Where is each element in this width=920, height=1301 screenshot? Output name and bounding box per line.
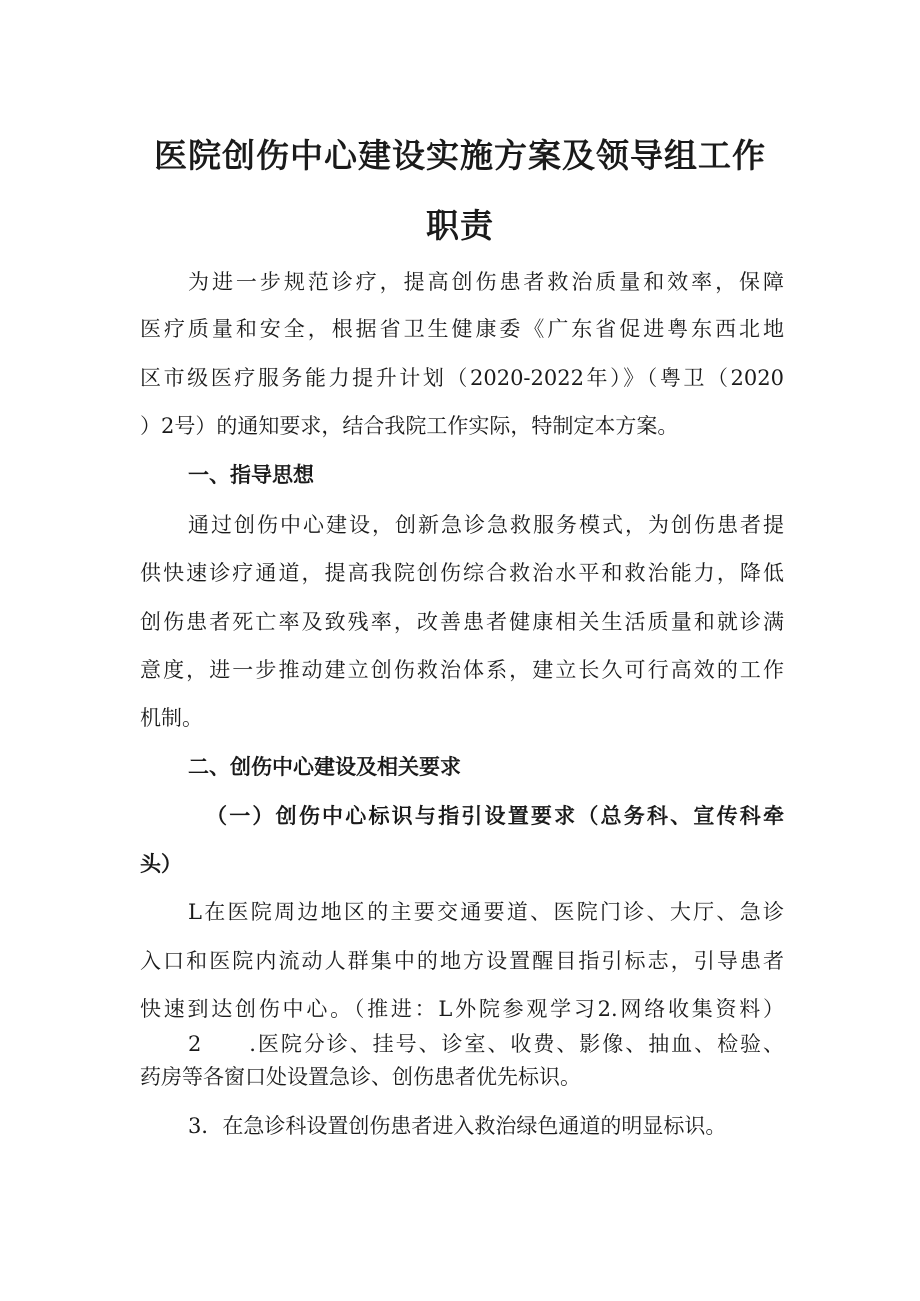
intro-line-3: 区市级医疗服务能力提升计划（2020-2022年）》（粤卫（2020 [140,366,784,390]
section-1-heading: 一、指导思想 [188,463,314,487]
item-3-line-1: 3．在急诊科设置创伤患者进入救治绿色通道的明显标识。 [188,1114,727,1138]
document-title-line-1: 医院创伤中心建设实施方案及领导组工作 [154,136,766,175]
item-2-line-2: 药房等各窗口处设置急诊、创伤患者优先标识。 [140,1065,581,1089]
intro-line-1: 为进一步规范诊疗，提高创伤患者救治质量和效率，保障 [188,270,784,294]
section-1-line-3: 创伤患者死亡率及致残率，改善患者健康相关生活质量和就诊满 [140,610,784,634]
item-1-line-1: L在医院周边地区的主要交通要道、医院门诊、大厅、急诊 [188,900,784,924]
intro-line-4: ）2号）的通知要求，结合我院工作实际，特制定本方案。 [140,414,679,438]
section-1-line-2: 供快速诊疗通道，提高我院创伤综合救治水平和救治能力，降低 [140,561,784,585]
subsection-1-heading-line-1: （一）创伤中心标识与指引设置要求（总务科、宣传科牵 [206,804,784,828]
document-title-line-2: 职责 [426,206,494,245]
item-2-line-1: 2 .医院分诊、挂号、诊室、收费、影像、抽血、检验、 [188,1032,784,1056]
section-1-line-4: 意度，进一步推动建立创伤救治体系，建立长久可行高效的工作 [140,658,784,682]
section-1-line-1: 通过创伤中心建设，创新急诊急救服务模式，为创伤患者提 [188,513,784,537]
section-2-heading: 二、创伤中心建设及相关要求 [188,755,461,779]
item-1-line-2: 入口和医院内流动人群集中的地方设置醒目指引标志，引导患者 [140,949,784,973]
intro-line-2: 医疗质量和安全，根据省卫生健康委《广东省促进粤东西北地 [140,317,784,341]
item-1-line-3: 快速到达创伤中心。（推进：L外院参观学习2.网络收集资料） [140,997,784,1021]
subsection-1-heading-line-2: 头） [140,852,182,876]
section-1-line-5: 机制。 [140,706,203,730]
